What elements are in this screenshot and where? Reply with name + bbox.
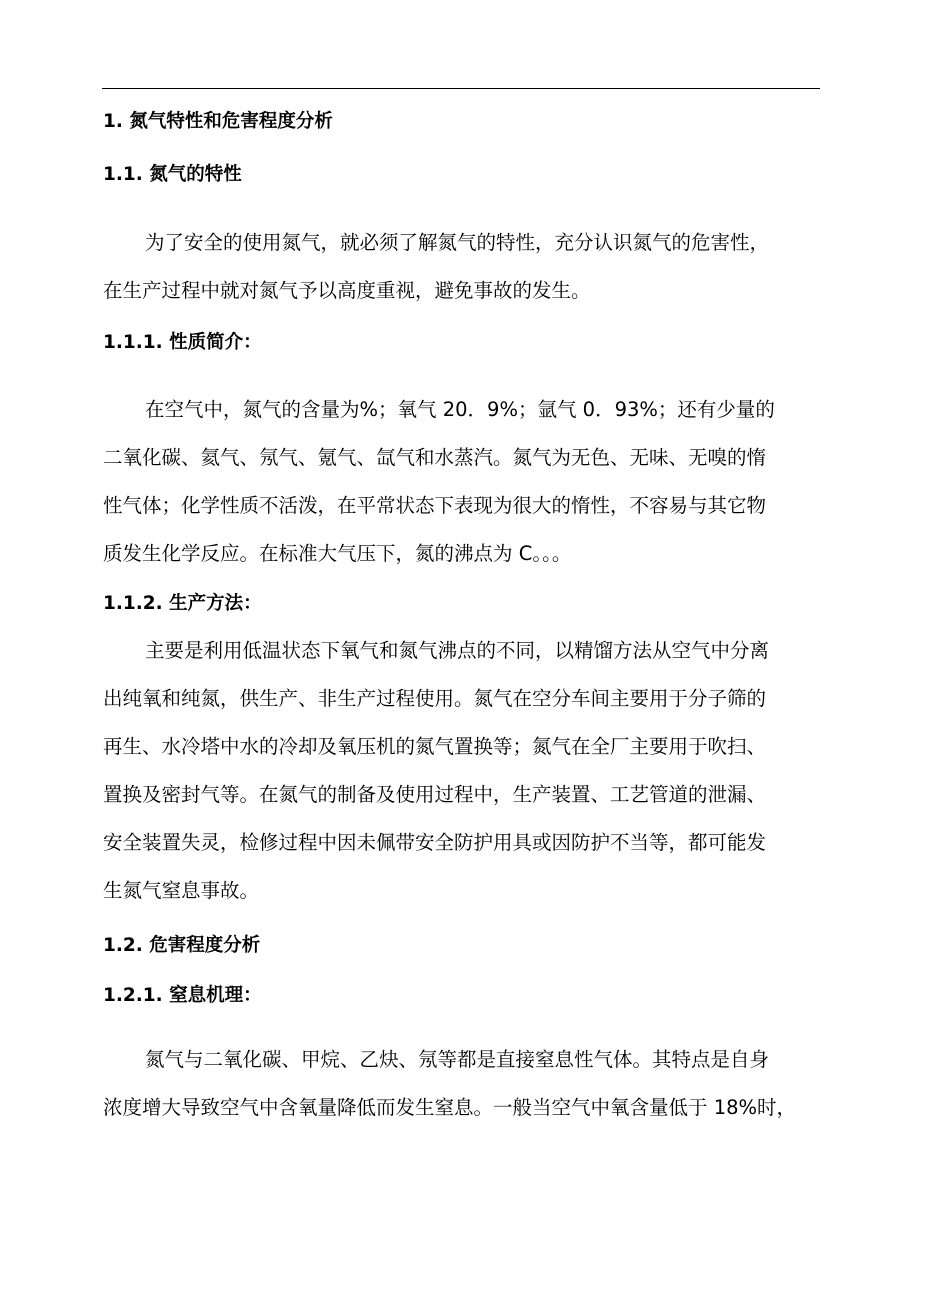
paragraph-production-line-4: 置换及密封气等。在氮气的制备及使用过程中，生产装置、工艺管道的泄漏、 [103, 783, 767, 806]
heading-1-1: 1.1. 氮气的特性 [103, 164, 242, 185]
heading-1-1-1: 1.1.1. 性质简介： [103, 332, 262, 353]
paragraph-production-line-2: 出纯氧和纯氮，供生产、非生产过程使用。氮气在空分车间主要用于分子筛的 [103, 687, 767, 710]
heading-1-2: 1.2. 危害程度分析 [103, 935, 261, 956]
paragraph-nature-line-4: 质发生化学反应。在标准大气压下，氮的沸点为 C。。。 [103, 542, 572, 565]
paragraph-nature-line-2: 二氧化碳、氦气、氖气、氪气、氙气和水蒸汽。氮气为无色、无味、无嗅的惰 [103, 446, 767, 469]
paragraph-production-line-3: 再生、水冷塔中水的冷却及氧压机的氮气置换等；氮气在全厂主要用于吹扫、 [103, 735, 767, 758]
heading-1-1-2: 1.1.2. 生产方法： [103, 593, 262, 614]
paragraph-nature-line-3: 性气体；化学性质不活泼，在平常状态下表现为很大的惰性，不容易与其它物 [103, 494, 767, 517]
heading-1-2-1: 1.2.1. 窒息机理： [103, 985, 262, 1006]
paragraph-production-line-6: 生氮气窒息事故。 [103, 879, 260, 902]
paragraph-production-line-5: 安全装置失灵，检修过程中因未佩带安全防护用具或因防护不当等，都可能发 [103, 831, 767, 854]
paragraph-intro-line-2: 在生产过程中就对氮气予以高度重视，避免事故的发生。 [103, 279, 591, 302]
paragraph-mechanism-line-1: 氮气与二氧化碳、甲烷、乙炔、氖等都是直接窒息性气体。其特点是自身 [145, 1048, 770, 1071]
header-rule [102, 88, 820, 89]
paragraph-production-line-1: 主要是利用低温状态下氧气和氮气沸点的不同，以精馏方法从空气中分离 [145, 639, 770, 662]
heading-1: 1. 氮气特性和危害程度分析 [103, 111, 333, 132]
paragraph-nature-line-1: 在空气中，氮气的含量为%；氧气 20．9%；氩气 0．93%；还有少量的 [145, 398, 775, 421]
paragraph-mechanism-line-2: 浓度增大导致空气中含氧量降低而发生窒息。一般当空气中氧含量低于 18%时， [103, 1096, 797, 1119]
paragraph-intro-line-1: 为了安全的使用氮气，就必须了解氮气的特性，充分认识氮气的危害性， [145, 231, 770, 254]
